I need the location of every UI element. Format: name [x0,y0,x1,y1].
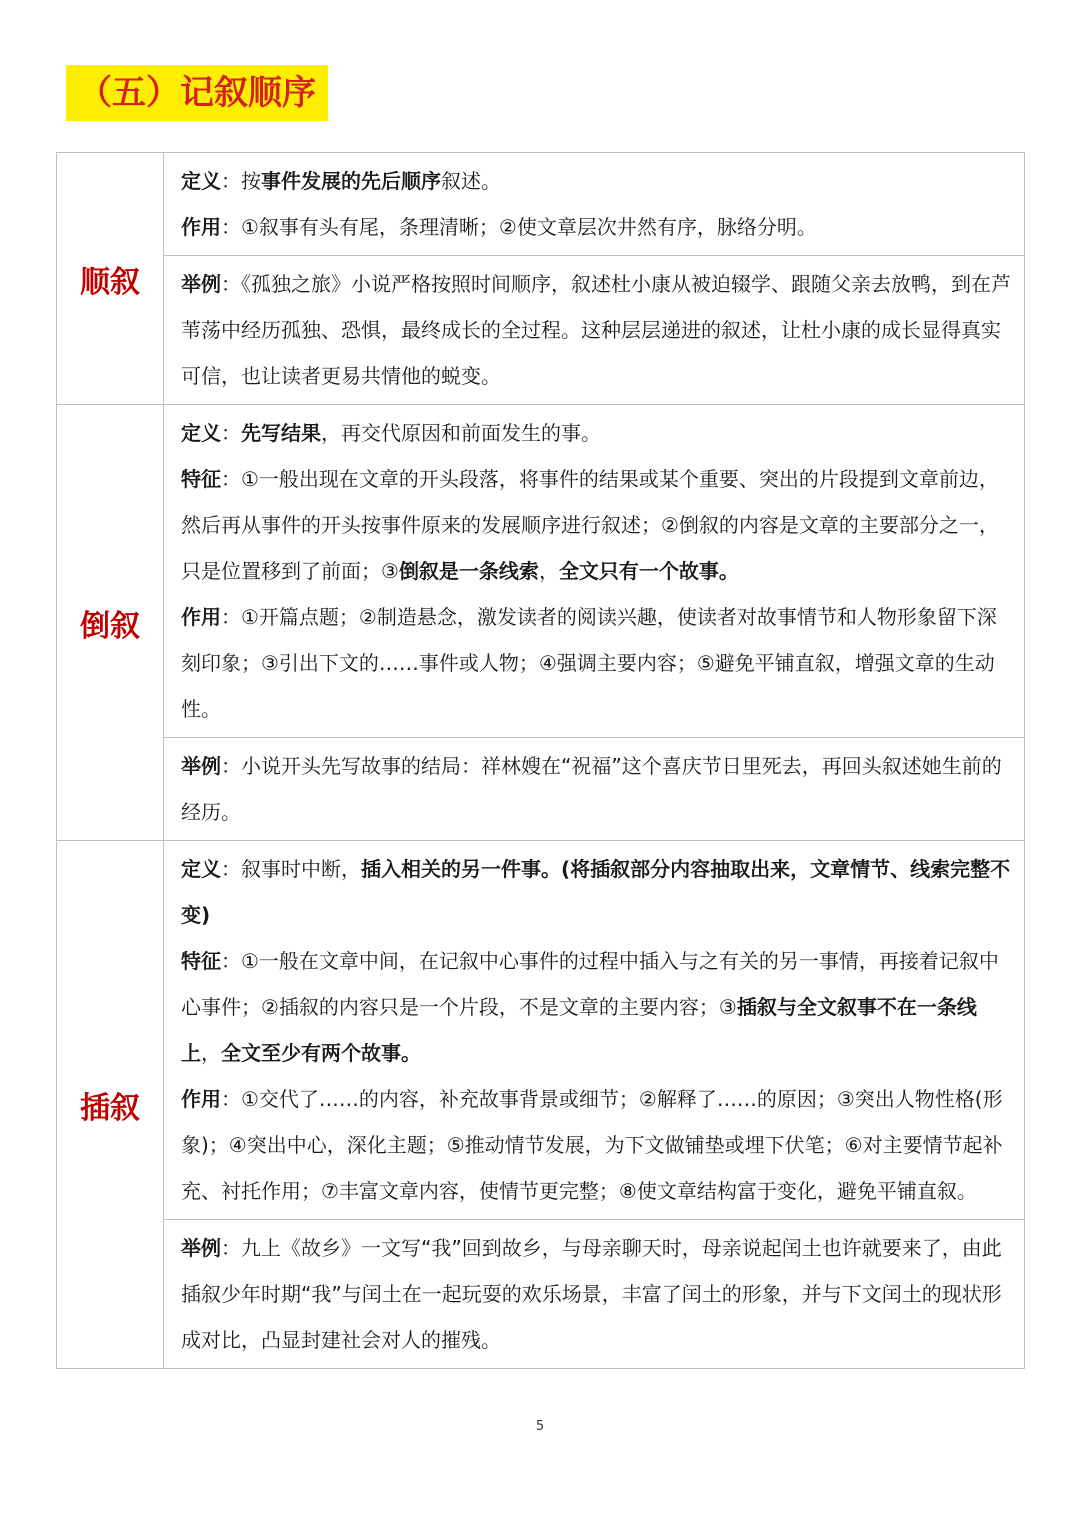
field-label: 作用 [181,605,221,629]
field-label: 举例 [181,754,221,778]
paragraph [181,743,1016,835]
text-run: ：①一般出现在文章的开头段落，将事件的结果或某个重要、突出的片段提到文章前边，然后再从事件的开头按事件原来的发展顺序进行叙述；②倒叙的内容是文章的主要部分之一，只是位置移到了前面；③ [181,467,999,583]
field-label: 定义 [181,169,221,193]
paragraph [181,1225,1016,1363]
text-run: 插叙与全文叙事不在一条线上 [181,995,977,1065]
text-run: ， [201,1041,221,1065]
text-run: 叙述。 [441,169,501,193]
field-label: 举例 [181,1236,221,1260]
paragraph [181,158,1016,204]
text-run: ：①开篇点题；②制造悬念，激发读者的阅读兴趣，使读者对故事情节和人物形象留下深刻印象；③引出下文的……事件或人物；④强调主要内容；⑤避免平铺直叙，增强文章的生动性。 [181,605,997,721]
page-number: 5 [535,1419,545,1434]
table-row [57,153,1025,256]
text-run: 倒叙是一条线索 [398,559,539,583]
field-label: 特征 [181,467,221,491]
content-block [164,405,1025,738]
table-row [57,738,1025,841]
content-block [164,738,1025,841]
content-block [164,256,1025,405]
paragraph [181,938,1016,1076]
field-label: 特征 [181,949,221,973]
paragraph [181,410,1016,456]
field-label: 定义 [181,421,221,445]
field-label: 定义 [181,857,221,881]
text-run: ：叙事时中断， [221,857,361,881]
paragraph [181,1076,1016,1214]
paragraph [181,261,1016,399]
field-label: 作用 [181,215,221,239]
content-block [164,1220,1025,1369]
paragraph [181,594,1016,732]
field-label: 举例 [181,272,221,296]
table-row [57,405,1025,738]
text-run: ， [538,559,559,583]
text-run: 全文至少有两个故事。 [221,1041,421,1065]
text-run: ：按 [221,169,261,193]
order-type-shunxu: 顺叙 [57,153,164,405]
content-block [164,153,1025,256]
content-block [164,841,1025,1220]
text-run: ：《孤独之旅》小说严格按照时间顺序，叙述杜小康从被迫辍学、跟随父亲去放鸭，到在芦苇荡中经历孤独、恐惧，最终成长的全过程。这种层层递进的叙述，让杜小康的成长显得真实可信，也让读者更易共情他的蜕变。 [181,272,1011,388]
text-run: ：①叙事有头有尾，条理清晰；②使文章层次井然有序，脉络分明。 [221,215,817,239]
table-row [57,1220,1025,1369]
paragraph [181,456,1016,594]
table-row [57,841,1025,1220]
text-run: 先写结果 [241,421,321,445]
order-type-chaxu: 插叙 [57,841,164,1369]
text-run: 全文只有一个故事。 [558,559,739,583]
page-heading: （五）记叙顺序 [66,65,328,121]
text-run: ：①一般在文章中间，在记叙中心事件的过程中插入与之有关的另一事情，再接着记叙中心事件；②插叙的内容只是一个片段，不是文章的主要内容；③ [181,949,999,1019]
text-run: ，再交代原因和前面发生的事。 [321,421,601,445]
narrative-order-table [56,152,1025,1369]
text-run: ：九上《故乡》一文写“我”回到故乡，与母亲聊天时，母亲说起闰土也许就要来了，由此插叙少年时期“我”与闰土在一起玩耍的欢乐场景，丰富了闰土的形象，并与下文闰土的现状形成对比，凸显封建社会对人的摧残。 [181,1236,1002,1352]
order-type-daoxu: 倒叙 [57,405,164,841]
field-label: 作用 [181,1087,221,1111]
text-run: 插入相关的另一件事。(将插叙部分内容抽取出来，文章情节、线索完整不变) [181,857,1011,927]
text-run: ： [221,421,241,445]
text-run: ：小说开头先写故事的结局：祥林嫂在“祝福”这个喜庆节日里死去，再回头叙述她生前的经历。 [181,754,1002,824]
text-run: 事件发展的先后顺序 [261,169,441,193]
table-row [57,256,1025,405]
paragraph [181,846,1016,938]
paragraph [181,204,1016,250]
text-run: ：①交代了……的内容，补充故事背景或细节；②解释了……的原因；③突出人物性格(形象)；④突出中心，深化主题；⑤推动情节发展，为下文做铺垫或埋下伏笔；⑥对主要情节起补充、衬托作用；⑦丰富文章内容，使情节更完整；⑧使文章结构富于变化，避免平铺直叙。 [181,1087,1003,1203]
